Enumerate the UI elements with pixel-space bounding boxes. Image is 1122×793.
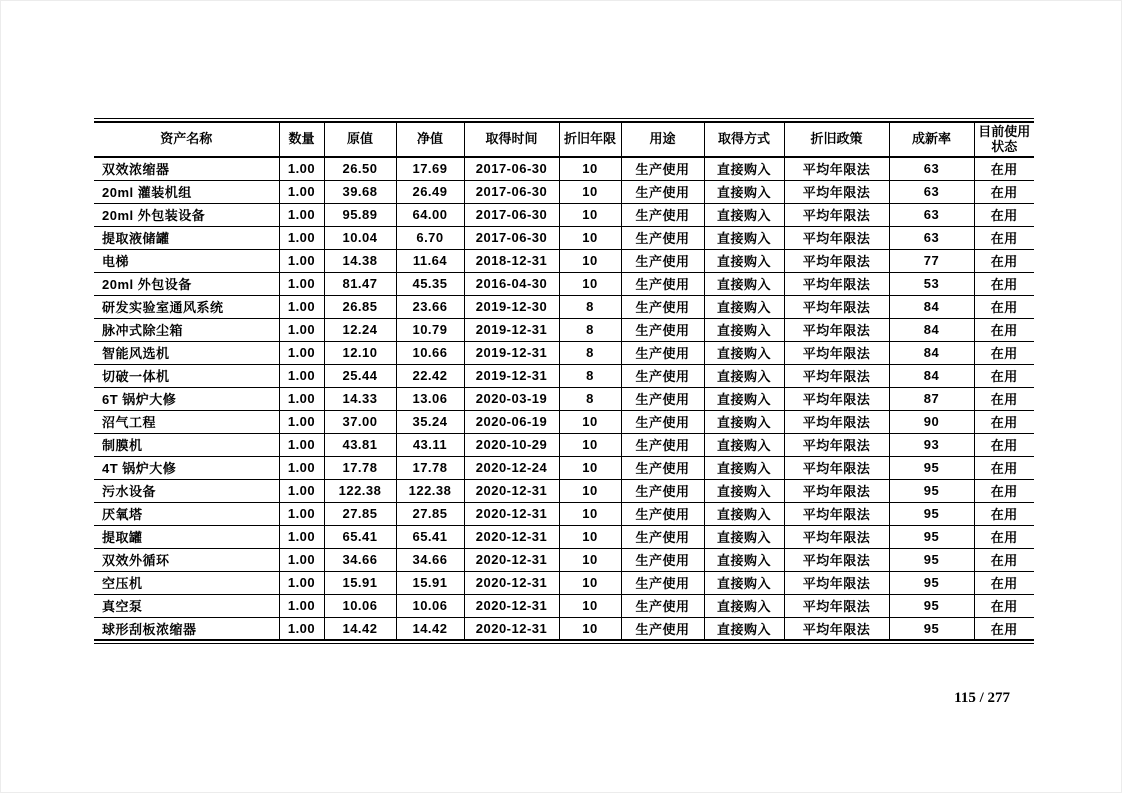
cell-condition-rate: 95 [889,571,974,594]
cell-depreciation-years: 10 [559,157,621,180]
table-row [94,456,1034,479]
cell-net-value: 65.41 [396,525,464,548]
table-row [94,180,1034,203]
asset-table-container [94,118,1034,644]
cell-acquisition-date: 2019-12-31 [464,341,559,364]
cell-usage-status: 在用 [974,479,1034,502]
cell-asset-name: 4T 锅炉大修 [94,456,279,479]
cell-net-value: 15.91 [396,571,464,594]
cell-asset-name: 污水设备 [94,479,279,502]
cell-usage: 生产使用 [621,479,704,502]
cell-depreciation-years: 10 [559,272,621,295]
cell-quantity: 1.00 [279,502,324,525]
cell-acquisition-method: 直接购入 [704,249,784,272]
cell-acquisition-date: 2020-10-29 [464,433,559,456]
cell-usage: 生产使用 [621,387,704,410]
cell-condition-rate: 84 [889,364,974,387]
column-header-asset-name: 资产名称 [94,122,279,157]
cell-depreciation-policy: 平均年限法 [784,226,889,249]
cell-usage: 生产使用 [621,571,704,594]
table-row [94,226,1034,249]
table-row [94,318,1034,341]
cell-usage-status: 在用 [974,318,1034,341]
cell-net-value: 26.49 [396,180,464,203]
cell-condition-rate: 95 [889,548,974,571]
cell-depreciation-years: 8 [559,341,621,364]
cell-net-value: 23.66 [396,295,464,318]
cell-acquisition-date: 2020-12-24 [464,456,559,479]
cell-acquisition-date: 2019-12-31 [464,318,559,341]
table-row [94,433,1034,456]
cell-acquisition-method: 直接购入 [704,157,784,180]
cell-quantity: 1.00 [279,410,324,433]
cell-original-value: 17.78 [324,456,396,479]
cell-acquisition-date: 2020-12-31 [464,548,559,571]
cell-depreciation-years: 10 [559,525,621,548]
cell-acquisition-date: 2017-06-30 [464,203,559,226]
cell-quantity: 1.00 [279,548,324,571]
cell-usage: 生产使用 [621,594,704,617]
asset-table-body [94,157,1034,640]
cell-original-value: 27.85 [324,502,396,525]
cell-depreciation-years: 10 [559,249,621,272]
cell-usage: 生产使用 [621,341,704,364]
cell-usage-status: 在用 [974,226,1034,249]
cell-acquisition-date: 2017-06-30 [464,180,559,203]
cell-acquisition-date: 2020-12-31 [464,502,559,525]
table-row [94,594,1034,617]
cell-original-value: 12.24 [324,318,396,341]
cell-depreciation-policy: 平均年限法 [784,318,889,341]
cell-condition-rate: 77 [889,249,974,272]
cell-original-value: 43.81 [324,433,396,456]
table-row [94,387,1034,410]
cell-depreciation-years: 10 [559,226,621,249]
cell-depreciation-years: 8 [559,295,621,318]
cell-net-value: 11.64 [396,249,464,272]
cell-depreciation-years: 8 [559,387,621,410]
cell-net-value: 6.70 [396,226,464,249]
cell-quantity: 1.00 [279,157,324,180]
cell-asset-name: 智能风选机 [94,341,279,364]
cell-usage: 生产使用 [621,525,704,548]
cell-asset-name: 厌氧塔 [94,502,279,525]
cell-acquisition-method: 直接购入 [704,456,784,479]
cell-quantity: 1.00 [279,571,324,594]
cell-asset-name: 制膜机 [94,433,279,456]
cell-quantity: 1.00 [279,364,324,387]
cell-acquisition-date: 2019-12-30 [464,295,559,318]
cell-net-value: 34.66 [396,548,464,571]
cell-acquisition-method: 直接购入 [704,387,784,410]
cell-original-value: 37.00 [324,410,396,433]
cell-depreciation-policy: 平均年限法 [784,387,889,410]
cell-condition-rate: 84 [889,318,974,341]
cell-usage-status: 在用 [974,594,1034,617]
cell-depreciation-policy: 平均年限法 [784,157,889,180]
cell-condition-rate: 95 [889,456,974,479]
cell-original-value: 10.06 [324,594,396,617]
cell-usage-status: 在用 [974,525,1034,548]
cell-usage-status: 在用 [974,617,1034,640]
cell-acquisition-date: 2020-06-19 [464,410,559,433]
cell-acquisition-method: 直接购入 [704,364,784,387]
cell-depreciation-years: 10 [559,617,621,640]
cell-depreciation-policy: 平均年限法 [784,479,889,502]
table-row [94,364,1034,387]
cell-original-value: 25.44 [324,364,396,387]
cell-net-value: 10.66 [396,341,464,364]
cell-quantity: 1.00 [279,203,324,226]
column-header-net-value: 净值 [396,122,464,157]
cell-acquisition-date: 2020-03-19 [464,387,559,410]
cell-condition-rate: 95 [889,502,974,525]
cell-acquisition-method: 直接购入 [704,571,784,594]
cell-asset-name: 球形刮板浓缩器 [94,617,279,640]
cell-acquisition-method: 直接购入 [704,295,784,318]
cell-condition-rate: 95 [889,479,974,502]
cell-quantity: 1.00 [279,433,324,456]
table-row [94,203,1034,226]
cell-usage: 生产使用 [621,502,704,525]
cell-net-value: 64.00 [396,203,464,226]
cell-depreciation-policy: 平均年限法 [784,341,889,364]
cell-usage: 生产使用 [621,157,704,180]
cell-original-value: 14.33 [324,387,396,410]
cell-original-value: 14.38 [324,249,396,272]
cell-quantity: 1.00 [279,594,324,617]
cell-depreciation-years: 10 [559,180,621,203]
cell-asset-name: 双效外循环 [94,548,279,571]
cell-depreciation-years: 10 [559,410,621,433]
column-header-condition-rate: 成新率 [889,122,974,157]
cell-net-value: 14.42 [396,617,464,640]
cell-depreciation-years: 10 [559,548,621,571]
cell-original-value: 81.47 [324,272,396,295]
cell-depreciation-policy: 平均年限法 [784,249,889,272]
cell-depreciation-policy: 平均年限法 [784,295,889,318]
table-row [94,295,1034,318]
cell-original-value: 14.42 [324,617,396,640]
cell-depreciation-years: 10 [559,203,621,226]
cell-condition-rate: 90 [889,410,974,433]
cell-asset-name: 20ml 灌装机组 [94,180,279,203]
cell-asset-name: 提取罐 [94,525,279,548]
table-row [94,548,1034,571]
cell-acquisition-date: 2020-12-31 [464,617,559,640]
table-row [94,502,1034,525]
cell-condition-rate: 95 [889,525,974,548]
cell-usage: 生产使用 [621,295,704,318]
cell-depreciation-years: 10 [559,456,621,479]
cell-usage-status: 在用 [974,571,1034,594]
table-row [94,410,1034,433]
cell-depreciation-years: 10 [559,433,621,456]
cell-quantity: 1.00 [279,341,324,364]
cell-usage: 生产使用 [621,617,704,640]
cell-depreciation-years: 8 [559,364,621,387]
cell-usage-status: 在用 [974,157,1034,180]
cell-acquisition-method: 直接购入 [704,525,784,548]
asset-table [94,121,1034,641]
cell-usage-status: 在用 [974,548,1034,571]
cell-acquisition-method: 直接购入 [704,410,784,433]
cell-asset-name: 真空泵 [94,594,279,617]
column-header-acquisition-method: 取得方式 [704,122,784,157]
cell-quantity: 1.00 [279,295,324,318]
cell-acquisition-date: 2017-06-30 [464,226,559,249]
page-number: 115 / 277 [954,690,1010,706]
cell-usage-status: 在用 [974,341,1034,364]
cell-original-value: 65.41 [324,525,396,548]
cell-acquisition-method: 直接购入 [704,180,784,203]
cell-depreciation-years: 10 [559,571,621,594]
cell-usage: 生产使用 [621,272,704,295]
column-header-original-value: 原值 [324,122,396,157]
cell-original-value: 26.85 [324,295,396,318]
cell-quantity: 1.00 [279,617,324,640]
cell-acquisition-date: 2017-06-30 [464,157,559,180]
column-header-depreciation-years: 折旧年限 [559,122,621,157]
cell-depreciation-years: 10 [559,502,621,525]
cell-condition-rate: 87 [889,387,974,410]
column-header-usage: 用途 [621,122,704,157]
table-row [94,617,1034,640]
cell-quantity: 1.00 [279,479,324,502]
cell-acquisition-date: 2020-12-31 [464,479,559,502]
cell-usage-status: 在用 [974,364,1034,387]
cell-quantity: 1.00 [279,318,324,341]
cell-net-value: 22.42 [396,364,464,387]
cell-depreciation-policy: 平均年限法 [784,594,889,617]
cell-acquisition-date: 2020-12-31 [464,594,559,617]
cell-asset-name: 20ml 外包设备 [94,272,279,295]
cell-asset-name: 双效浓缩器 [102,162,170,178]
cell-quantity: 1.00 [279,272,324,295]
cell-net-value: 17.78 [396,456,464,479]
cell-depreciation-policy: 平均年限法 [784,548,889,571]
cell-acquisition-method: 直接购入 [704,594,784,617]
cell-quantity: 1.00 [279,525,324,548]
cell-condition-rate: 53 [889,272,974,295]
cell-asset-name: 脉冲式除尘箱 [94,318,279,341]
cell-asset-name: 提取液储罐 [94,226,279,249]
cell-acquisition-date: 2016-04-30 [464,272,559,295]
cell-condition-rate: 95 [889,617,974,640]
cell-condition-rate: 95 [889,594,974,617]
cell-condition-rate: 63 [889,203,974,226]
cell-original-value: 122.38 [324,479,396,502]
cell-depreciation-policy: 平均年限法 [784,525,889,548]
cell-acquisition-method: 直接购入 [704,548,784,571]
cell-usage-status: 在用 [974,410,1034,433]
cell-original-value: 26.50 [324,157,396,180]
table-row [94,157,1034,180]
cell-acquisition-date: 2019-12-31 [464,364,559,387]
table-row [94,571,1034,594]
cell-quantity: 1.00 [279,387,324,410]
column-header-usage-status: 目前使用状态 [974,122,1034,157]
cell-depreciation-years: 10 [559,594,621,617]
cell-usage-status: 在用 [974,203,1034,226]
cell-depreciation-policy: 平均年限法 [784,502,889,525]
cell-asset-name: 电梯 [94,249,279,272]
cell-net-value: 122.38 [396,479,464,502]
header-row [94,122,1034,157]
table-row [94,525,1034,548]
cell-depreciation-policy: 平均年限法 [784,617,889,640]
cell-depreciation-policy: 平均年限法 [784,410,889,433]
cell-usage: 生产使用 [621,318,704,341]
cell-original-value: 12.10 [324,341,396,364]
cell-depreciation-policy: 平均年限法 [784,180,889,203]
cell-asset-name: 研发实验室通风系统 [94,295,279,318]
cell-condition-rate: 84 [889,295,974,318]
cell-net-value: 45.35 [396,272,464,295]
cell-net-value: 17.69 [396,157,464,180]
cell-net-value: 13.06 [396,387,464,410]
cell-acquisition-method: 直接购入 [704,341,784,364]
cell-depreciation-policy: 平均年限法 [784,364,889,387]
cell-quantity: 1.00 [279,249,324,272]
cell-original-value: 95.89 [324,203,396,226]
cell-acquisition-method: 直接购入 [704,318,784,341]
cell-acquisition-date: 2020-12-31 [464,571,559,594]
cell-condition-rate: 63 [889,180,974,203]
cell-usage: 生产使用 [621,433,704,456]
cell-acquisition-method: 直接购入 [704,479,784,502]
asset-table-header [94,122,1034,157]
table-row [94,341,1034,364]
cell-usage-status: 在用 [974,502,1034,525]
cell-acquisition-method: 直接购入 [704,203,784,226]
cell-usage: 生产使用 [621,456,704,479]
cell-usage: 生产使用 [621,364,704,387]
cell-acquisition-method: 直接购入 [704,502,784,525]
cell-depreciation-policy: 平均年限法 [784,433,889,456]
cell-asset-name: 20ml 外包装设备 [94,203,279,226]
cell-asset-name: 切破一体机 [94,364,279,387]
cell-acquisition-date: 2018-12-31 [464,249,559,272]
cell-net-value: 10.79 [396,318,464,341]
cell-original-value: 15.91 [324,571,396,594]
cell-depreciation-years: 8 [559,318,621,341]
cell-condition-rate: 93 [889,433,974,456]
cell-condition-rate: 63 [889,157,974,180]
cell-depreciation-policy: 平均年限法 [784,571,889,594]
cell-acquisition-method: 直接购入 [704,272,784,295]
cell-usage-status: 在用 [974,433,1034,456]
cell-usage-status: 在用 [974,387,1034,410]
cell-usage: 生产使用 [621,249,704,272]
cell-original-value: 10.04 [324,226,396,249]
cell-usage-status: 在用 [974,180,1034,203]
table-row [94,479,1034,502]
cell-depreciation-policy: 平均年限法 [784,456,889,479]
table-row [94,272,1034,295]
cell-quantity: 1.00 [279,226,324,249]
cell-depreciation-policy: 平均年限法 [784,203,889,226]
cell-condition-rate: 84 [889,341,974,364]
table-row [94,249,1034,272]
cell-usage: 生产使用 [621,410,704,433]
cell-asset-name: 空压机 [94,571,279,594]
cell-depreciation-years: 10 [559,479,621,502]
cell-net-value: 27.85 [396,502,464,525]
cell-asset-name: 6T 锅炉大修 [94,387,279,410]
cell-usage-status: 在用 [974,456,1034,479]
cell-original-value: 39.68 [324,180,396,203]
cell-usage: 生产使用 [621,203,704,226]
cell-usage: 生产使用 [621,180,704,203]
cell-depreciation-policy: 平均年限法 [784,272,889,295]
cell-quantity: 1.00 [279,180,324,203]
cell-usage: 生产使用 [621,226,704,249]
cell-asset-name: 沼气工程 [94,410,279,433]
column-header-depreciation-policy: 折旧政策 [784,122,889,157]
column-header-quantity: 数量 [279,122,324,157]
cell-usage-status: 在用 [974,249,1034,272]
cell-acquisition-date: 2020-12-31 [464,525,559,548]
cell-acquisition-method: 直接购入 [704,433,784,456]
cell-condition-rate: 63 [889,226,974,249]
cell-usage: 生产使用 [621,548,704,571]
cell-original-value: 34.66 [324,548,396,571]
cell-quantity: 1.00 [279,456,324,479]
column-header-acquisition-date: 取得时间 [464,122,559,157]
cell-net-value: 43.11 [396,433,464,456]
cell-acquisition-method: 直接购入 [704,226,784,249]
cell-usage-status: 在用 [974,295,1034,318]
cell-net-value: 10.06 [396,594,464,617]
cell-net-value: 35.24 [396,410,464,433]
cell-acquisition-method: 直接购入 [704,617,784,640]
cell-usage-status: 在用 [974,272,1034,295]
